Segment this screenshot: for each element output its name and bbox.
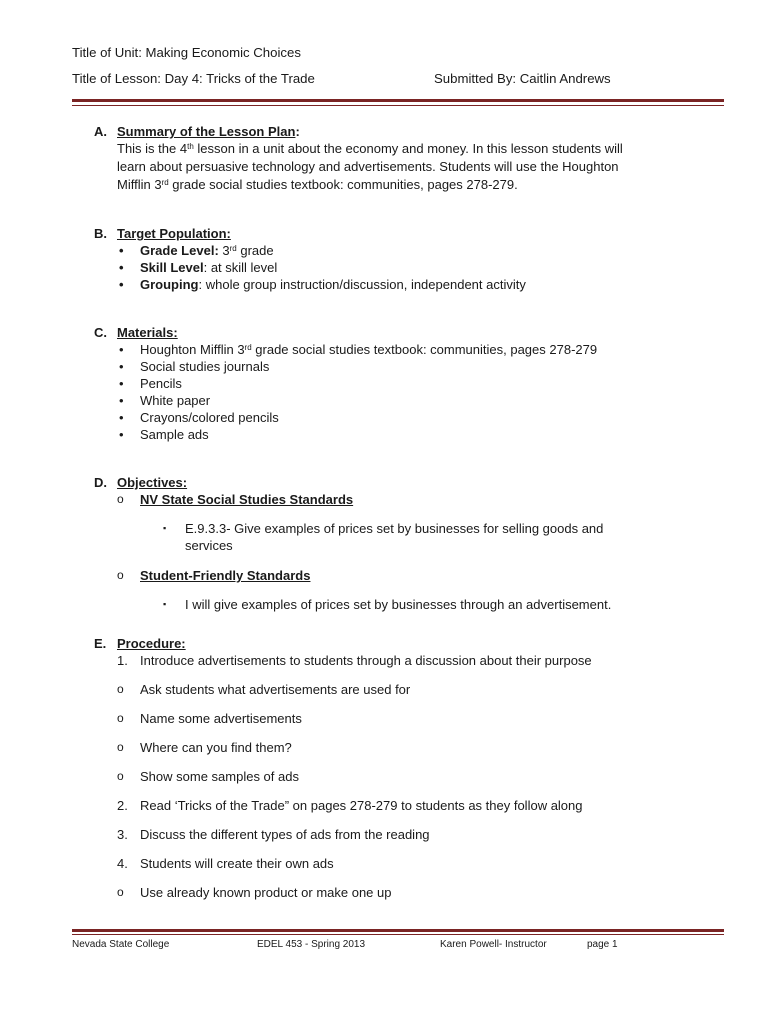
section-letter: E.	[94, 636, 107, 651]
list-item: • White paper	[117, 392, 724, 409]
section-title: Materials:	[117, 325, 178, 340]
section-target-population	[72, 225, 724, 293]
procedure-substep: o Show some samples of ads	[117, 769, 299, 784]
section-letter: B.	[94, 226, 107, 241]
procedure-substep: o Ask students what advertisements are used for	[117, 682, 411, 697]
standard-title: NV State Social Studies Standards	[140, 492, 354, 507]
circle-bullet: o	[117, 492, 124, 506]
section-letter: D.	[94, 475, 107, 490]
procedure-substep: o Where can you find them?	[117, 740, 292, 755]
section-materials	[72, 324, 724, 443]
footer-page-number: page 1	[587, 939, 618, 950]
summary-line: This is the 4th lesson in a unit about the economy and money. In this lesson students will	[117, 141, 623, 156]
footer-course: EDEL 453 - Spring 2013	[257, 939, 366, 950]
list-item: • Skill Level: at skill level	[117, 259, 724, 276]
procedure-step: 2. Read ‘Tricks of the Trade” on pages 278-279 to students as they follow along	[117, 798, 583, 813]
section-title: Procedure:	[117, 636, 186, 651]
procedure-step: 1. Introduce advertisements to students through a discussion about their purpose	[117, 653, 592, 668]
circle-bullet: o	[117, 568, 124, 582]
section-heading	[117, 123, 724, 140]
document-header	[72, 44, 724, 96]
population-list	[117, 242, 724, 293]
section-summary	[72, 123, 724, 194]
list-item: • Houghton Mifflin 3rd grade social studies textbook: communities, pages 278-279	[117, 341, 724, 358]
summary-line: learn about persuasive technology and advertisements. Students will use the Houghton	[117, 159, 619, 174]
footer-rule-thick	[72, 929, 724, 932]
section-title: Objectives:	[117, 475, 188, 490]
standard-item: ▪ I will give examples of prices set by businesses through an advertisement.	[163, 597, 612, 612]
square-bullet: ▪	[163, 523, 167, 533]
section-objectives	[72, 474, 724, 491]
list-item: • Grade Level: 3rd grade	[117, 242, 724, 259]
document-body	[72, 123, 724, 901]
submitted-by: Submitted By: Caitlin Andrews	[434, 71, 611, 86]
lesson-title-row	[72, 70, 724, 96]
section-procedure	[72, 635, 724, 669]
unit-title: Title of Unit: Making Economic Choices	[72, 45, 301, 60]
objective-standard	[72, 491, 724, 508]
summary-text	[117, 140, 724, 194]
procedure-substep: o Use already known product or make one up	[117, 885, 392, 900]
standard-title: Student-Friendly Standards	[140, 568, 311, 583]
footer-college: Nevada State College	[72, 939, 170, 950]
square-bullet: ▪	[163, 599, 167, 609]
list-item: • Crayons/colored pencils	[117, 409, 724, 426]
procedure-step: 3. Discuss the different types of ads from the reading	[117, 827, 430, 842]
procedure-step: 4. Students will create their own ads	[117, 856, 334, 871]
list-item: • Grouping: whole group instruction/discussion, independent activity	[117, 276, 724, 293]
materials-list	[117, 341, 724, 443]
standard-item: ▪ E.9.3.3- Give examples of prices set by businesses for selling goods and services	[163, 521, 604, 553]
header-rule-thin	[72, 105, 724, 106]
list-item: • Social studies journals	[117, 358, 724, 375]
list-item: • Pencils	[117, 375, 724, 392]
lesson-title: Title of Lesson: Day 4: Tricks of the Trade	[72, 71, 315, 86]
section-title: Target Population:	[117, 226, 231, 241]
objective-standard	[72, 567, 724, 584]
header-rule-thick	[72, 99, 724, 102]
procedure-substep: o Name some advertisements	[117, 711, 302, 726]
section-letter: A.	[94, 124, 107, 139]
list-item: • Sample ads	[117, 426, 724, 443]
section-letter: C.	[94, 325, 107, 340]
section-title: Summary of the Lesson Plan	[117, 124, 296, 139]
section-colon: :	[295, 124, 300, 139]
footer-rule-thin	[72, 934, 724, 935]
summary-line: Mifflin 3rd grade social studies textbook: communities, pages 278-279.	[117, 177, 518, 192]
footer-instructor: Karen Powell- Instructor	[440, 939, 547, 950]
procedure-steps	[72, 797, 724, 872]
